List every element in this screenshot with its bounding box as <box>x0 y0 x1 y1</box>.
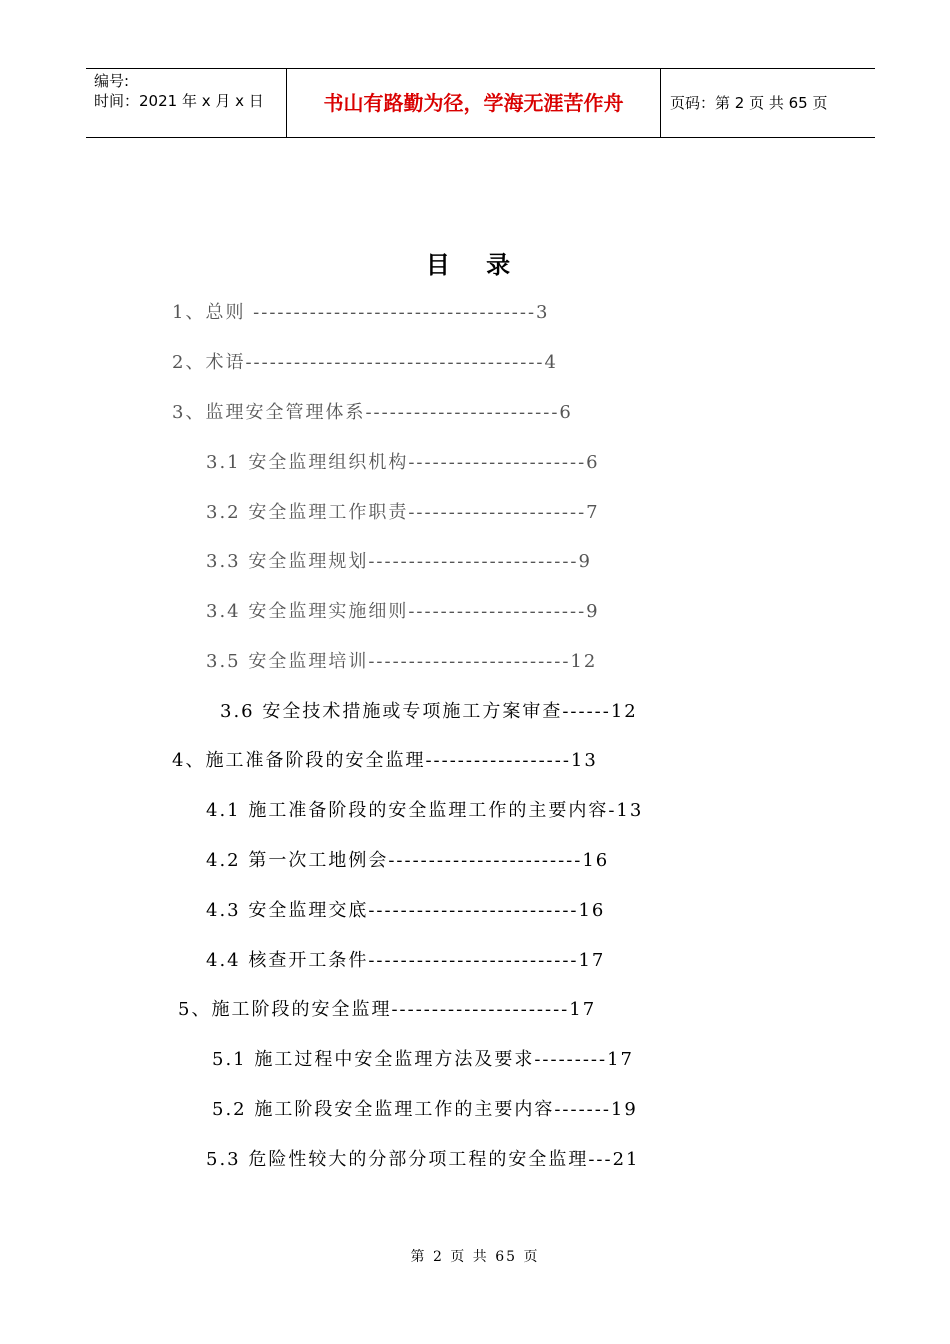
serial-number-label: 编号: <box>94 72 130 90</box>
toc-entry[interactable]: 3.2 安全监理工作职责----------------------7 <box>206 502 600 523</box>
toc-entry[interactable]: 5.2 施工阶段安全监理工作的主要内容-------19 <box>212 1099 638 1120</box>
toc-entry[interactable]: 2、术语-------------------------------------4 <box>172 352 558 373</box>
toc-entry[interactable]: 4.3 安全监理交底--------------------------16 <box>206 900 606 921</box>
toc-entry[interactable]: 3.5 安全监理培训-------------------------12 <box>206 651 598 672</box>
toc-entry[interactable]: 1、总则 -----------------------------------3 <box>172 302 550 323</box>
toc-entry[interactable]: 5.1 施工过程中安全监理方法及要求---------17 <box>212 1049 634 1070</box>
page-footer: 第 2 页 共 65 页 <box>410 1249 540 1265</box>
toc-entry[interactable]: 3.3 安全监理规划--------------------------9 <box>206 551 592 572</box>
toc-entry[interactable]: 5、施工阶段的安全监理----------------------17 <box>178 999 597 1020</box>
header-meta <box>86 69 286 137</box>
toc-entry[interactable]: 4.2 第一次工地例会------------------------16 <box>206 850 610 871</box>
toc-entry[interactable]: 4、施工准备阶段的安全监理------------------13 <box>172 750 598 771</box>
toc-entry[interactable]: 3、监理安全管理体系------------------------6 <box>172 402 573 423</box>
toc-entry[interactable]: 3.6 安全技术措施或专项施工方案审查------12 <box>220 701 638 722</box>
toc-entry[interactable]: 4.1 施工准备阶段的安全监理工作的主要内容-13 <box>206 800 644 821</box>
toc-entry[interactable]: 3.1 安全监理组织机构----------------------6 <box>206 452 600 473</box>
page-header <box>86 68 875 138</box>
toc-title: 目 录 <box>425 251 525 279</box>
header-page-info: 页码：第 2 页 共 65 页 <box>670 94 828 112</box>
date-line: 时间：2021 年 x 月 x 日 <box>94 92 264 110</box>
toc-entry[interactable]: 5.3 危险性较大的分部分项工程的安全监理---21 <box>206 1149 640 1170</box>
toc-entry[interactable]: 4.4 核查开工条件--------------------------17 <box>206 950 606 971</box>
header-motto: 书山有路勤为径，学海无涯苦作舟 <box>286 69 661 137</box>
toc-entry[interactable]: 3.4 安全监理实施细则----------------------9 <box>206 601 600 622</box>
